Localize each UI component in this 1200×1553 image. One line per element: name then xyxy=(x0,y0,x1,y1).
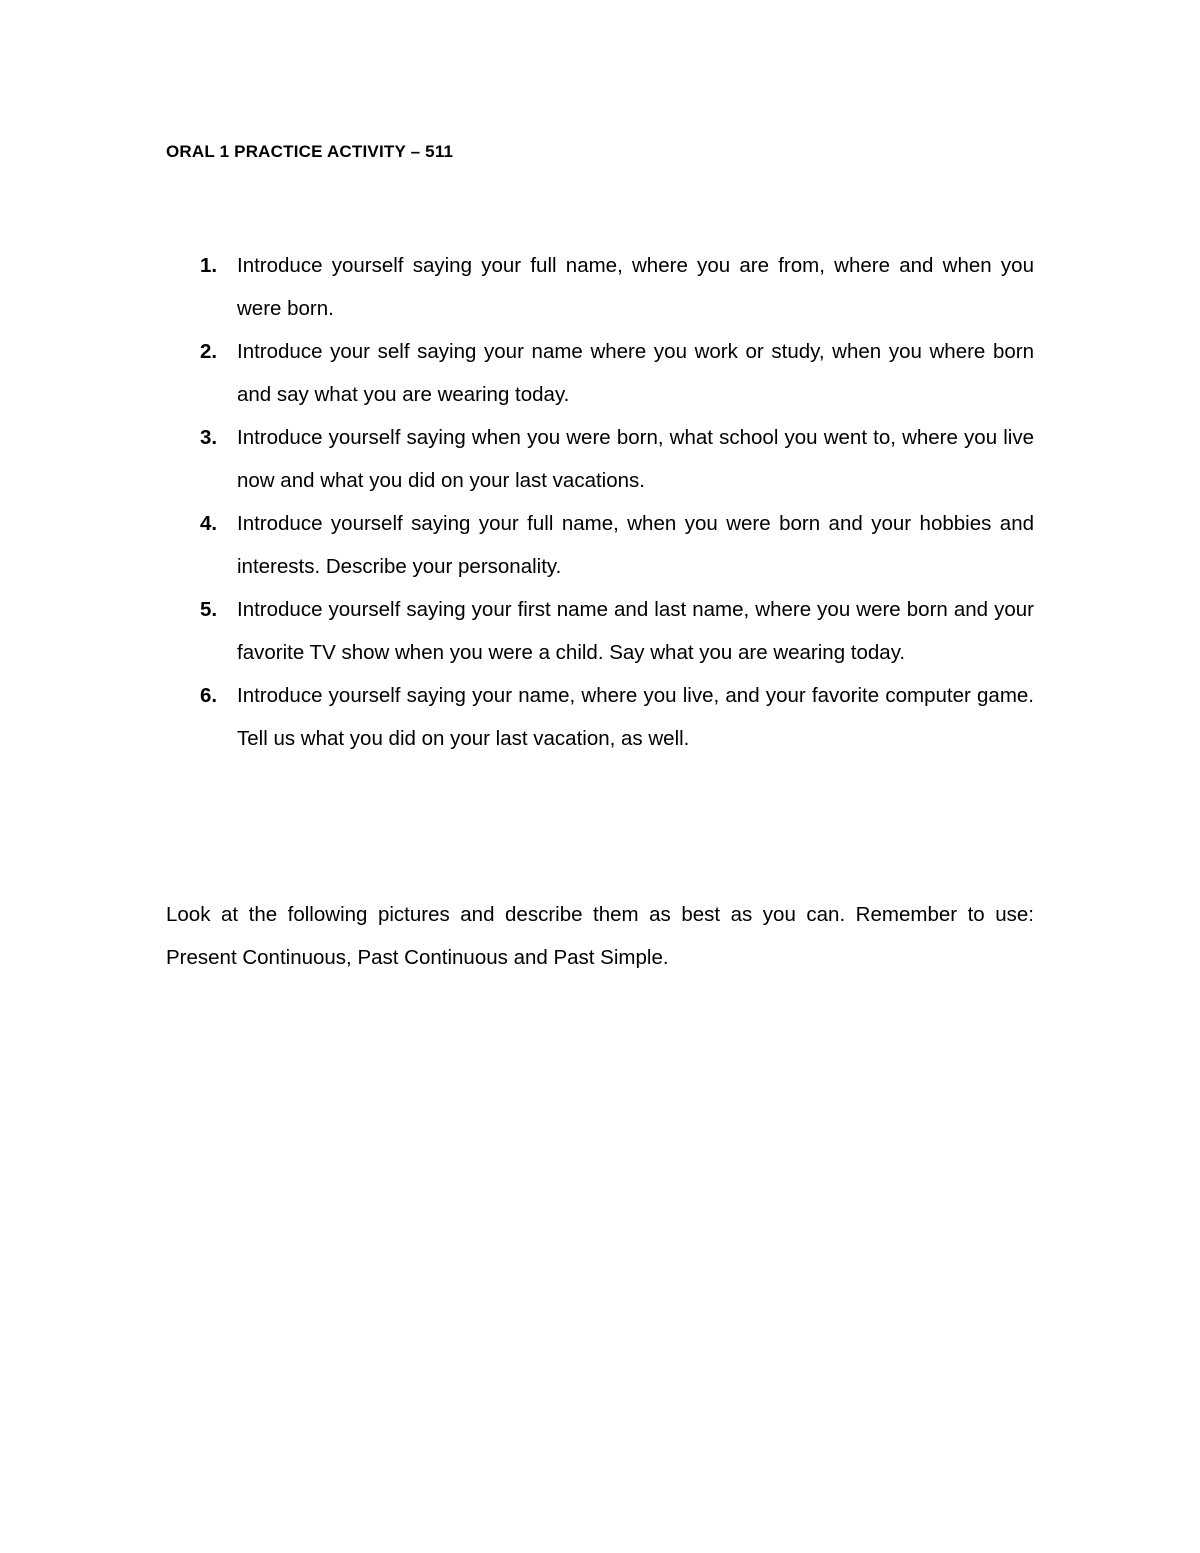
task-number: 3. xyxy=(200,426,218,449)
document-title: ORAL 1 PRACTICE ACTIVITY – 511 xyxy=(166,142,454,161)
task-text: Introduce yourself saying your full name, where you are from, where and when you were born. xyxy=(237,254,1034,320)
task-text: Introduce your self saying your name where you work or study, when you where born and say what you are wearing today. xyxy=(237,340,1034,406)
picture-instructions: Look at the following pictures and describe them as best as you can. Remember to use: Present Continuous, Past Continuous and Past Simple. xyxy=(166,903,1034,969)
task-number: 5. xyxy=(200,598,218,621)
task-text: Introduce yourself saying your name, where you live, and your favorite computer game. Tell us what you did on your last vacation, as well. xyxy=(237,684,1034,750)
task-item-6 xyxy=(166,674,1034,760)
task-number: 4. xyxy=(200,512,218,535)
task-text: Introduce yourself saying your first name and last name, where you were born and your favorite TV show when you were a child. Say what you are wearing today. xyxy=(237,598,1034,664)
task-number: 6. xyxy=(200,684,218,707)
task-number: 1. xyxy=(200,254,218,277)
task-text: Introduce yourself saying when you were born, what school you went to, where you live now and what you did on your last vacations. xyxy=(237,426,1034,492)
task-list xyxy=(166,244,1034,760)
task-item-4 xyxy=(166,502,1034,588)
task-item-5 xyxy=(166,588,1034,674)
task-item-3 xyxy=(166,416,1034,502)
task-text: Introduce yourself saying your full name, when you were born and your hobbies and interests. Describe your personality. xyxy=(237,512,1034,578)
task-item-2 xyxy=(166,330,1034,416)
task-item-1 xyxy=(166,244,1034,330)
task-number: 2. xyxy=(200,340,218,363)
